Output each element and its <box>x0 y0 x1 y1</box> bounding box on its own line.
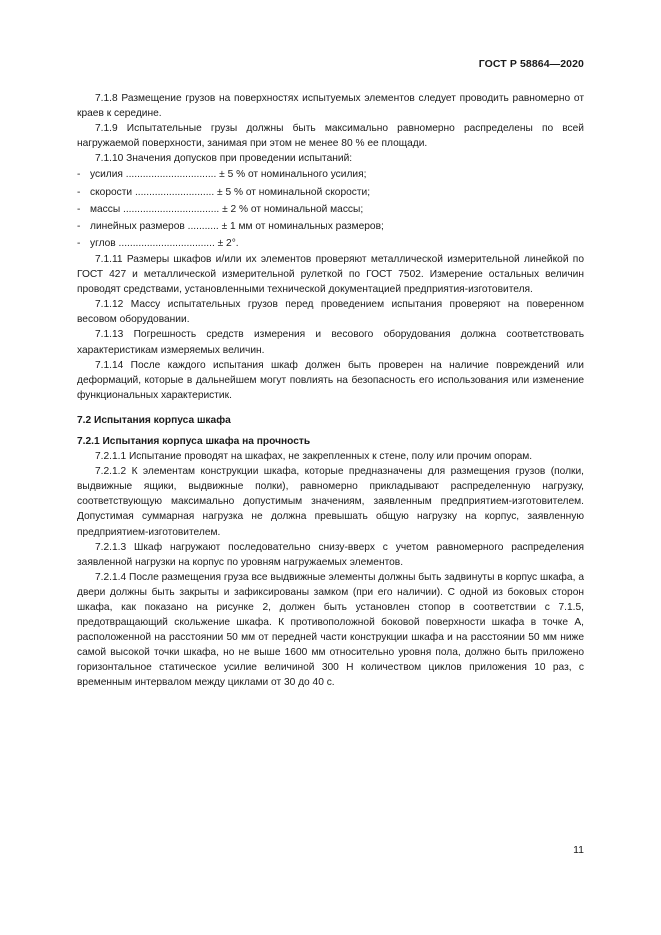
clause-7-2-1-1: 7.2.1.1 Испытание проводят на шкафах, не закрепленных к стене, полу или прочим опорам. <box>95 451 533 463</box>
list-item: - усилия ................................ ± 5 % от номинального усилия; <box>77 169 367 181</box>
clause-7-1-14: 7.1.14 После каждого испытания шкаф должен быть проверен на наличие повреждений или деформаций, которые в дальнейшем могут повлиять на безопасность его использования или изменение функциональных характеристик. <box>77 359 584 401</box>
clause-7-1-12: 7.1.12 Массу испытательных грузов перед проведением испытания проверяют на поверенном весовом оборудовании. <box>77 299 584 326</box>
clause-7-1-11: 7.1.11 Размеры шкафов и/или их элементов проверяют металлической измерительной линейкой по ГОСТ 427 и металлической измерительной рулеткой по ГОСТ 7502. Измерение остальных величин проводят средствами, установленными технической документацией предприятия-изготовителя. <box>77 253 584 296</box>
list-item: - скорости ............................ ± 5 % от номинальной скорости; <box>77 186 371 198</box>
page-number: 11 <box>573 844 584 856</box>
document-body <box>77 91 584 691</box>
list-item: - углов .................................. ± 2°. <box>77 237 239 249</box>
clause-7-2-1-4: 7.2.1.4 После размещения груза все выдвижные элементы должны быть задвинуты в корпус шкафа, а двери должны быть закрыты и зафиксированы замком (при его наличии). С одной из боковых сторон шкафа, как показано на рисунке 2, должен быть установлен стопор в соответствии с 7.1.5, предотвращающий скольжение шкафа. К противоположной боковой поверхности шкафа в точке А, расположенной на расстоянии 50 мм от передней части конструкции шкафа и на расстоянии 50 мм ниже самой высокой точки шкафа, но не выше 1600 мм относительно уровня пола, должно быть приложено горизонтальное статическое усилие величиной 300 Н количеством циклов приложения 10 раз, с временным интервалом между циклами от 30 до 40 с. <box>77 571 584 689</box>
clause-7-1-8: 7.1.8 Размещение грузов на поверхностях испытуемых элементов следует проводить равномерно от краев к середине. <box>77 93 584 120</box>
clause-7-1-9: 7.1.9 Испытательные грузы должны быть максимально равномерно распределены по всей нагружаемой поверхности, занимая при этом не менее 80 % ее площади. <box>77 123 584 150</box>
list-item: - массы .................................. ± 2 % от номинальной массы; <box>77 203 364 215</box>
clause-7-1-13: 7.1.13 Погрешность средств измерения и весового оборудования должна соответствовать характеристикам измеряемых величин. <box>77 329 584 356</box>
clause-7-2-1-3: 7.2.1.3 Шкаф нагружают последовательно снизу-вверх с учетом равномерного распределения заявленной нагрузки на корпус по уровням нагружаемых элементов. <box>77 541 584 568</box>
section-heading-7-2: 7.2 Испытания корпуса шкафа <box>77 414 231 426</box>
tolerance-list <box>77 166 584 251</box>
section-heading-7-2-1: 7.2.1 Испытания корпуса шкафа на прочность <box>77 435 311 447</box>
clause-7-2-1-2: 7.2.1.2 К элементам конструкции шкафа, которые предназначены для размещения грузов (полки, выдвижные ящики, выдвижные полки), равномерно прикладывают распределенную нагрузку, соответствующую максимально допустимым значениям, заявленным предприятием-изготовителем. Допустимая суммарная нагрузка не должна превышать общую нагрузку на корпус, заявленную предприятием-изготовителем. <box>77 466 584 538</box>
standard-header: ГОСТ Р 58864—2020 <box>478 58 584 70</box>
clause-7-1-10: 7.1.10 Значения допусков при проведении испытаний: <box>95 153 353 165</box>
list-item: - линейных размеров ........... ± 1 мм от номинальных размеров; <box>77 220 384 232</box>
